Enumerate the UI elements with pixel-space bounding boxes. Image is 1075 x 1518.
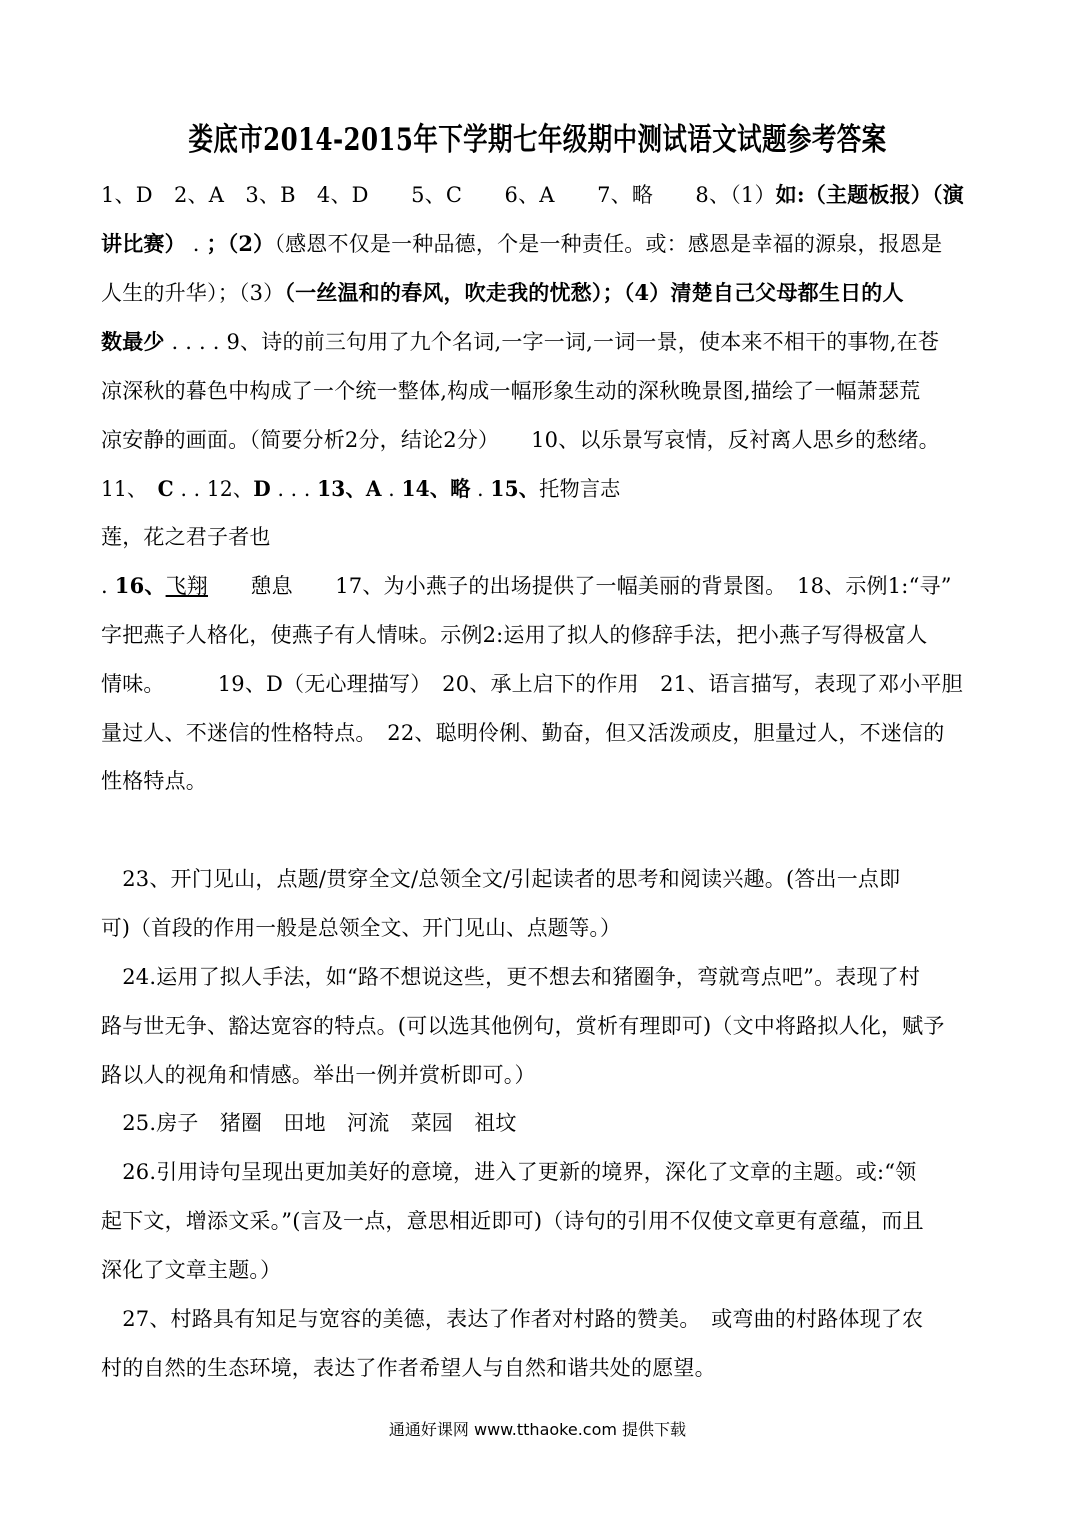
answer-line (101, 718, 944, 748)
text-segment: 情味。 19、D（无心理描写） 20、承上启下的作用 21、语言描写，表现了邓小平胆 (101, 672, 963, 696)
text-segment: 凉深秋的暮色中构成了一个统一整体,构成一幅形象生动的深秋晚景图,描绘了一幅萧瑟荒 (101, 379, 921, 403)
answer-line (101, 229, 942, 259)
answer-line (101, 1304, 923, 1334)
text-segment: 量过人、不迷信的性格特点。 22、聪明伶俐、勤奋，但又活泼顽皮，胆量过人，不迷信的 (101, 721, 945, 745)
answer-line (101, 327, 939, 357)
text-segment: 路以人的视角和情感。举出一例并赏析即可。） (101, 1063, 536, 1087)
answer-line (101, 1157, 916, 1187)
text-segment: 莲，花之君子者也 (101, 525, 271, 549)
footer-credit: 通通好课网 www.tthaoke.com 提供下载 (388, 1420, 687, 1439)
text-segment: ；（2） (206, 231, 275, 256)
text-segment: D (253, 476, 271, 501)
text-segment: 村的自然的生态环境，表达了作者希望人与自然和谐共处的愿望。 (101, 1356, 716, 1380)
document-title: 娄底市2014-2015年下学期七年级期中测试语文试题参考答案 (188, 122, 887, 158)
text-segment: 16、 (114, 573, 166, 598)
text-segment: 25.房子 猪圈 田地 河流 菜园 祖坟 (101, 1111, 517, 1135)
text-segment: . (101, 574, 115, 598)
text-segment: 讲比赛） (101, 231, 186, 256)
answer-line (101, 864, 900, 894)
text-segment: （一丝温和的春风，吹走我的忧愁）；（4）清楚自己父母都生日的人 (284, 280, 904, 305)
text-segment: . . . (270, 477, 318, 501)
text-segment: 1、D 2、A 3、B 4、D 5、C 6、A 7、略 8、（1） (101, 183, 776, 207)
answer-line (101, 766, 207, 796)
text-segment: 人生的升华）；（3） (101, 281, 285, 305)
answer-line (101, 1011, 945, 1041)
text-segment: . (185, 232, 207, 256)
text-segment: 字把燕子人格化，使燕子有人情味。示例2:运用了拟人的修辞手法，把小燕子写得极富人 (101, 623, 928, 647)
text-segment: 憩息 17、为小燕子的出场提供了一幅美丽的背景图。 18、示例1:“寻” (208, 574, 952, 598)
answer-line (101, 376, 920, 406)
text-segment: 深化了文章主题。） (101, 1258, 282, 1282)
answer-line (101, 1255, 281, 1285)
text-segment: 数最少 (101, 329, 165, 354)
text-segment: 托物言志 (539, 477, 621, 501)
text-segment: . (381, 477, 402, 501)
text-segment: 凉安静的画面。（简要分析2分，结论2分） 10、以乐景写哀情，反衬离人思乡的愁绪。 (101, 428, 940, 452)
answer-line (101, 425, 940, 455)
text-segment: . (470, 477, 491, 501)
answer-line (101, 620, 927, 650)
answer-line (101, 669, 963, 699)
text-segment: 路与世无争、豁达宽容的特点。(可以选其他例句，赏析有理即可)（文中将路拟人化，赋予 (101, 1014, 945, 1038)
answer-line (101, 474, 621, 504)
answer-line (101, 1060, 536, 1090)
text-segment: 24.运用了拟人手法，如“路不想说这些，更不想去和猪圈争，弯就弯点吧”。表现了村 (101, 965, 921, 989)
text-segment: . . 12、 (173, 477, 254, 501)
answer-line (101, 962, 920, 992)
text-segment: 性格特点。 (101, 769, 207, 793)
text-segment: C (157, 476, 174, 501)
answer-line (101, 571, 952, 601)
answer-line (101, 522, 271, 552)
answer-line (101, 1108, 517, 1138)
text-segment: 15、 (490, 476, 540, 501)
text-segment: （感恩不仅是一种品德，个是一种责任。或：感恩是幸福的源泉，报恩是 (274, 232, 943, 256)
text-segment: 27、村路具有知足与宽容的美德，表达了作者对村路的赞美。 或弯曲的村路体现了农 (101, 1307, 924, 1331)
text-segment: 飞翔 (165, 574, 208, 598)
text-segment: 11、 (101, 477, 158, 501)
text-segment: . . . . 9、诗的前三句用了九个名词,一字一词,一词一景，使本来不相干的事物,在苍 (164, 330, 940, 354)
answer-line (101, 278, 904, 308)
text-segment: 起下文，增添文采。”(言及一点，意思相近即可)（诗句的引用不仅使文章更有意蕴，而且 (101, 1209, 924, 1233)
text-segment: 26.引用诗句呈现出更加美好的意境，进入了更新的境界，深化了文章的主题。或:“领 (101, 1160, 917, 1184)
answer-line (101, 1353, 716, 1383)
answer-line (101, 180, 964, 210)
text-segment: 13、A (317, 476, 382, 501)
text-segment: 23、开门见山，点题/贯穿全文/总领全文/引起读者的思考和阅读兴趣。(答出一点即 (101, 867, 901, 891)
answer-line (101, 913, 621, 943)
text-segment: 14、略 (401, 476, 471, 501)
text-segment: 如:（主题板报）（演 (775, 182, 964, 207)
text-segment: 可)（首段的作用一般是总领全文、开门见山、点题等。） (101, 916, 621, 940)
answer-line (101, 1206, 924, 1236)
